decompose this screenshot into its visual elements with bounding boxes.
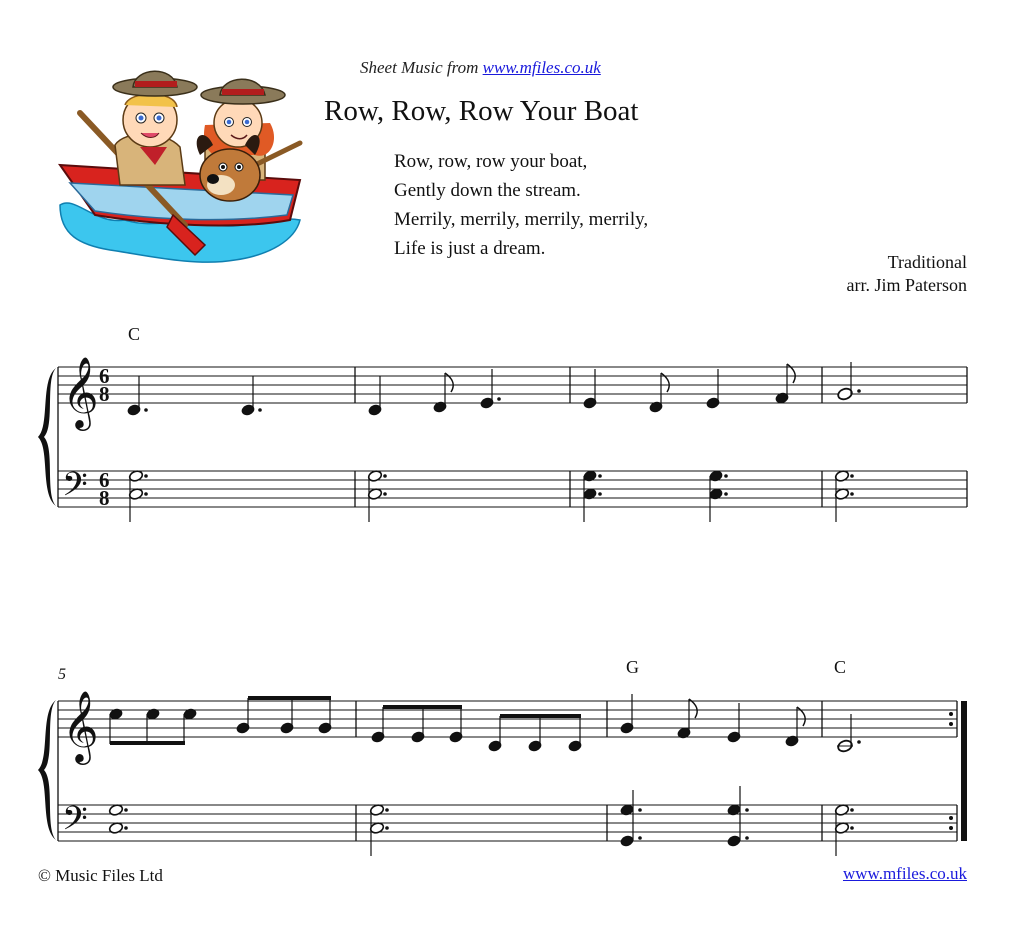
time-sig-bottom: 8	[99, 382, 110, 406]
time-sig-top: 6	[99, 364, 110, 388]
arranger: arr. Jim Paterson	[846, 275, 967, 295]
header-prefix: Sheet Music from	[360, 58, 479, 77]
treble-clef-icon: 𝄞	[62, 693, 99, 761]
footer-copyright: © Music Files Ltd	[38, 866, 163, 885]
bass-chords-system-1	[128, 470, 853, 522]
bass-clef-icon: 𝄢	[62, 466, 88, 511]
bass-staff	[58, 471, 967, 507]
brace	[38, 368, 56, 506]
lyric-line: Gently down the stream.	[394, 180, 581, 201]
brace	[38, 700, 56, 840]
song-title: Row, Row, Row Your Boat	[324, 95, 639, 127]
footer-link[interactable]: www.mfiles.co.uk	[842, 864, 967, 883]
bass-chords-system-2	[108, 786, 853, 856]
treble-measure-4	[837, 362, 861, 401]
chord-symbol: G	[626, 657, 639, 677]
lyric-line: Life is just a dream.	[394, 238, 546, 259]
chord-symbol: C	[834, 657, 847, 677]
measure-number: 5	[58, 666, 66, 683]
lyric-line: Merrily, merrily, merrily, merrily,	[394, 209, 649, 230]
treble-measure-6	[371, 705, 582, 752]
treble-measure-3	[583, 364, 795, 413]
time-sig-bottom-bass: 8	[99, 486, 110, 510]
barlines	[58, 701, 957, 841]
lyric-line: Row, row, row your boat,	[394, 151, 588, 172]
treble-measure-8	[837, 714, 861, 753]
time-sig-top-bass: 6	[99, 468, 110, 492]
bass-clef-icon: 𝄢	[62, 800, 88, 845]
composer: Traditional	[887, 252, 967, 272]
treble-staff	[58, 367, 967, 403]
treble-clef-icon: 𝄞	[62, 359, 99, 427]
final-barline	[949, 701, 967, 841]
treble-measure-5	[109, 696, 332, 745]
treble-measure-7	[620, 694, 805, 747]
treble-measure-1	[127, 376, 262, 416]
chord-symbol: C	[128, 324, 141, 344]
header-link[interactable]: www.mfiles.co.uk	[482, 58, 601, 77]
barlines	[58, 367, 967, 507]
